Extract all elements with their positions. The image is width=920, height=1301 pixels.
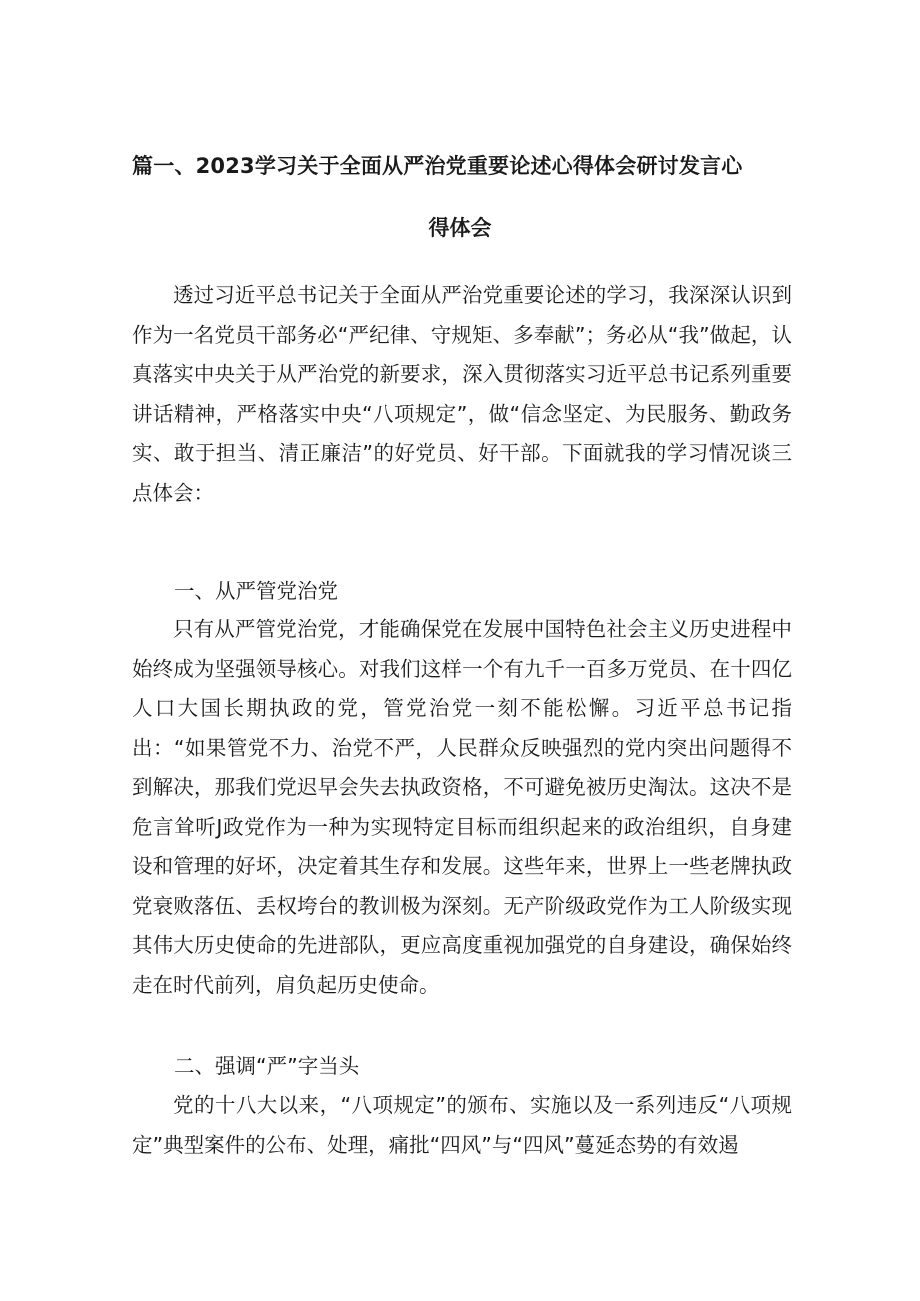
section-heading-2: 二、强调“严”字当头 bbox=[174, 1054, 360, 1078]
section-1-paragraph: 只有从严管党治党，才能确保党在发展中国特色社会主义历史进程中始终成为坚强领导核心。对我们这样一个有九千一百多万党员、在十四亿人口大国长期执政的党，管党治党一刻不能松懈。习近平总书记指出：“如果管党不力、治党不严，人民群众反映强烈的党内突出问题得不到解决，那我们党迟早会失去执政资格，不可避免被历史淘汰。这决不是危言耸听J政党作为一种为实现特定目标而组织起来的政治组织，自身建设和管理的好坏，决定着其生存和发展。这些年来，世界上一些老牌执政党衰败落伍、丢权垮台的教训极为深刻。无产阶级政党作为工人阶级实现其伟大历史使命的先进部队，更应高度重视加强党的自身建设，确保始终走在时代前列，肩负起历史使命。 bbox=[132, 617, 792, 997]
section-heading-1: 一、从严管党治党 bbox=[174, 579, 338, 603]
document-title-line-2: 得体会 bbox=[428, 216, 492, 240]
intro-paragraph: 透过习近平总书记关于全面从严治党重要论述的学习，我深深认识到作为一名党员干部务必“严纪律、守规矩、多奉献”；务必从“我”做起，认真落实中央关于从严治党的新要求，深入贯彻落实习近平总书记系列重要讲话精神，严格落实中央“八项规定”，做“信念坚定、为民服务、勤政务实、敢于担当、清正廉洁”的好党员、好干部。下面就我的学习情况谈三点体会： bbox=[132, 283, 792, 505]
document-title-line-1: 篇一、2023学习关于全面从严治党重要论述心得体会研讨发言心 bbox=[132, 154, 743, 178]
section-2-paragraph: 党的十八大以来，“八项规定”的颁布、实施以及一系列违反“八项规定”典型案件的公布、处理，痛批“四风”与“四风”蔓延态势的有效遏 bbox=[132, 1093, 792, 1157]
